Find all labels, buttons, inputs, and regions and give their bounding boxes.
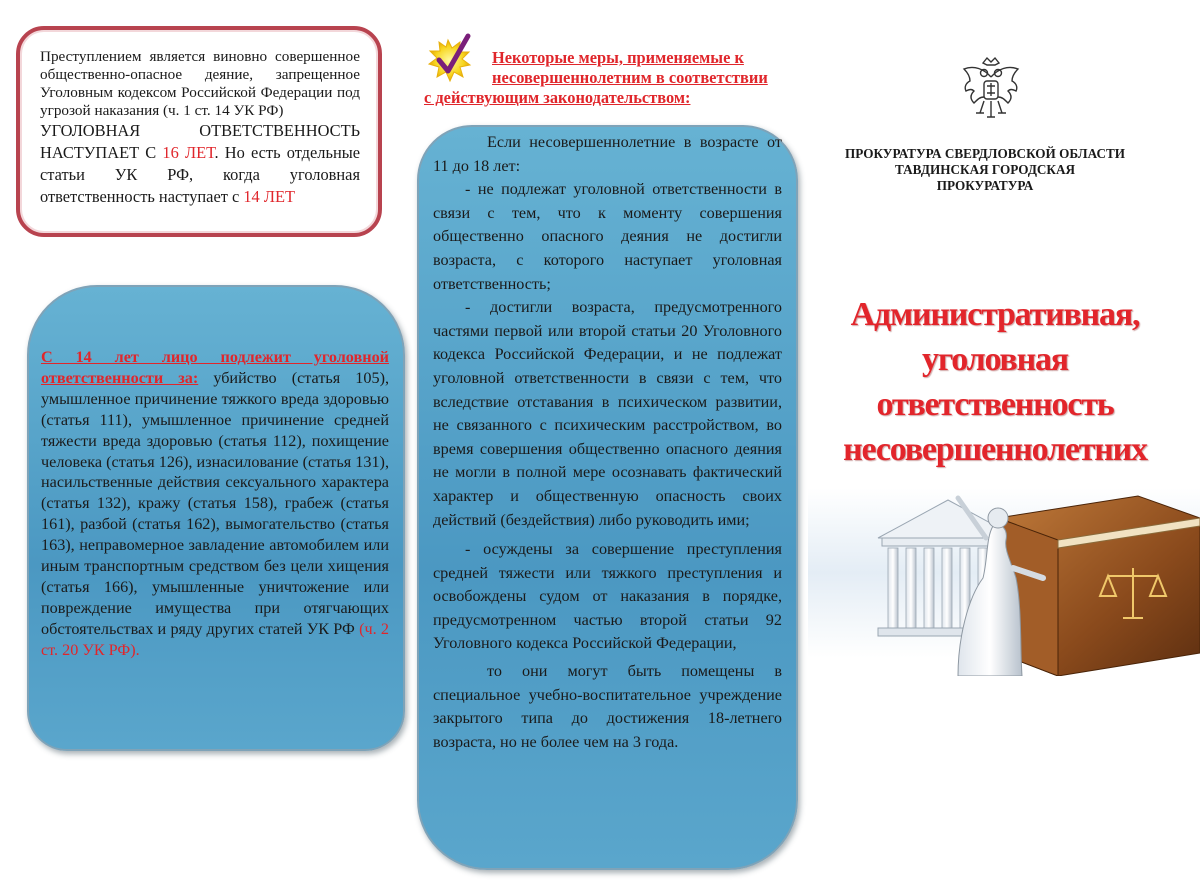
age-16-highlight: 16 ЛЕТ xyxy=(162,143,215,162)
measures-title-line-3: с действующим законодательством: xyxy=(424,88,691,107)
measure-item-2: - достигли возраста, предусмотренного частями первой или второй статьи 20 Уголовного кодекса Российской Федерации, и не подлежат уголовной ответственности в связи с тем, что вследствие отставания в психическом развитии, не связанного с психическим расстройством, во время совершения общественно опасного деяния не могли в полной мере осознавать фактический характер и общественную опасность своих действий (бездействия) либо руководить ими; xyxy=(433,298,782,529)
organization-line-3: ПРОКУРАТУРА xyxy=(936,178,1034,193)
brochure-title xyxy=(820,292,1170,472)
russian-coat-of-arms-icon xyxy=(960,55,1022,125)
responsibility-age-text xyxy=(40,120,360,208)
crime-definition: Преступлением является виновно совершенное общественно-опасное деяние, запрещенное Уголовным кодексом Российской Федерации под угрозой наказания (ч. 1 ст. 14 УК РФ) xyxy=(40,48,360,119)
organization-line-1: ПРОКУРАТУРА СВЕРДЛОВСКОЙ ОБЛАСТИ xyxy=(844,146,1126,161)
measure-item-3: - осуждены за совершение преступления средней тяжести или тяжкого преступления и освобождены судом от наказания в порядке, предусмотренном частью второй статьи 92 Уголовного кодекса Российской Федерации, xyxy=(433,540,782,653)
age-14-crimes-text xyxy=(41,347,389,661)
measures-heading xyxy=(422,30,802,110)
themis-courthouse-law-book-illustration xyxy=(808,478,1200,676)
measures-title-line-1: Некоторые меры, применяемые к xyxy=(492,48,744,67)
age-14-crimes-lead: С 14 лет лицо подлежит уголовной ответственности за: xyxy=(41,348,389,387)
age-14-crimes-panel xyxy=(27,285,405,751)
measures-title xyxy=(422,48,794,108)
definition-box xyxy=(16,26,382,237)
measures-conclusion: то они могут быть помещены в специальное учебно-воспитательное учреждение закрытого типа до достижения 18-летнего возраста, но не более чем на 3 года. xyxy=(433,662,782,751)
age-14-highlight: 14 ЛЕТ xyxy=(243,187,295,206)
measures-title-line-2: несовершеннолетним в соответствии xyxy=(492,68,768,87)
title-line-4: несовершеннолетних xyxy=(843,431,1147,468)
responsibility-age-middle: . Но есть отдельные статьи УК РФ, когда уголовная ответственность наступает с xyxy=(40,143,360,206)
crime-definition-text xyxy=(40,48,360,120)
age-14-crimes-list: убийство (статья 105), умышленное причинение тяжкого вреда здоровью (статья 111), умышленное причинение средней тяжести вреда здоровью (статья 112), похищение человека (статья 126), изнасилование (статья 131), насильственные действия сексуального характера (статья 132), кражу (статья 158), грабеж (статья 161), разбой (статья 162), вымогательство (статья 163), неправомерное завладение автомобилем или иным транспортным средством без цели хищения (статья 166), умышленные уничтожение или повреждение имущества при отягчающих обстоятельствах и ряду других статей УК РФ xyxy=(41,368,390,638)
title-line-2: уголовная xyxy=(922,341,1068,378)
measures-intro: Если несовершеннолетние в возрасте от 11 до 18 лет: xyxy=(433,133,782,175)
measures-panel xyxy=(417,125,798,870)
measure-item-1: - не подлежат уголовной ответственности в связи с тем, что к моменту совершения общественно опасного деяния не достигли возраста, с которого наступает уголовная ответственность; xyxy=(433,180,782,293)
responsibility-age-lead: УГОЛОВНАЯ ОТВЕТСТВЕННОСТЬ НАСТУПАЕТ С xyxy=(40,121,360,162)
organization-name xyxy=(820,146,1150,194)
title-line-1: Административная, xyxy=(850,296,1140,333)
age-14-crimes-reference: (ч. 2 ст. 20 УК РФ). xyxy=(41,619,389,659)
title-line-3: ответственность xyxy=(876,386,1114,423)
organization-line-2: ТАВДИНСКАЯ ГОРОДСКАЯ xyxy=(894,162,1076,177)
